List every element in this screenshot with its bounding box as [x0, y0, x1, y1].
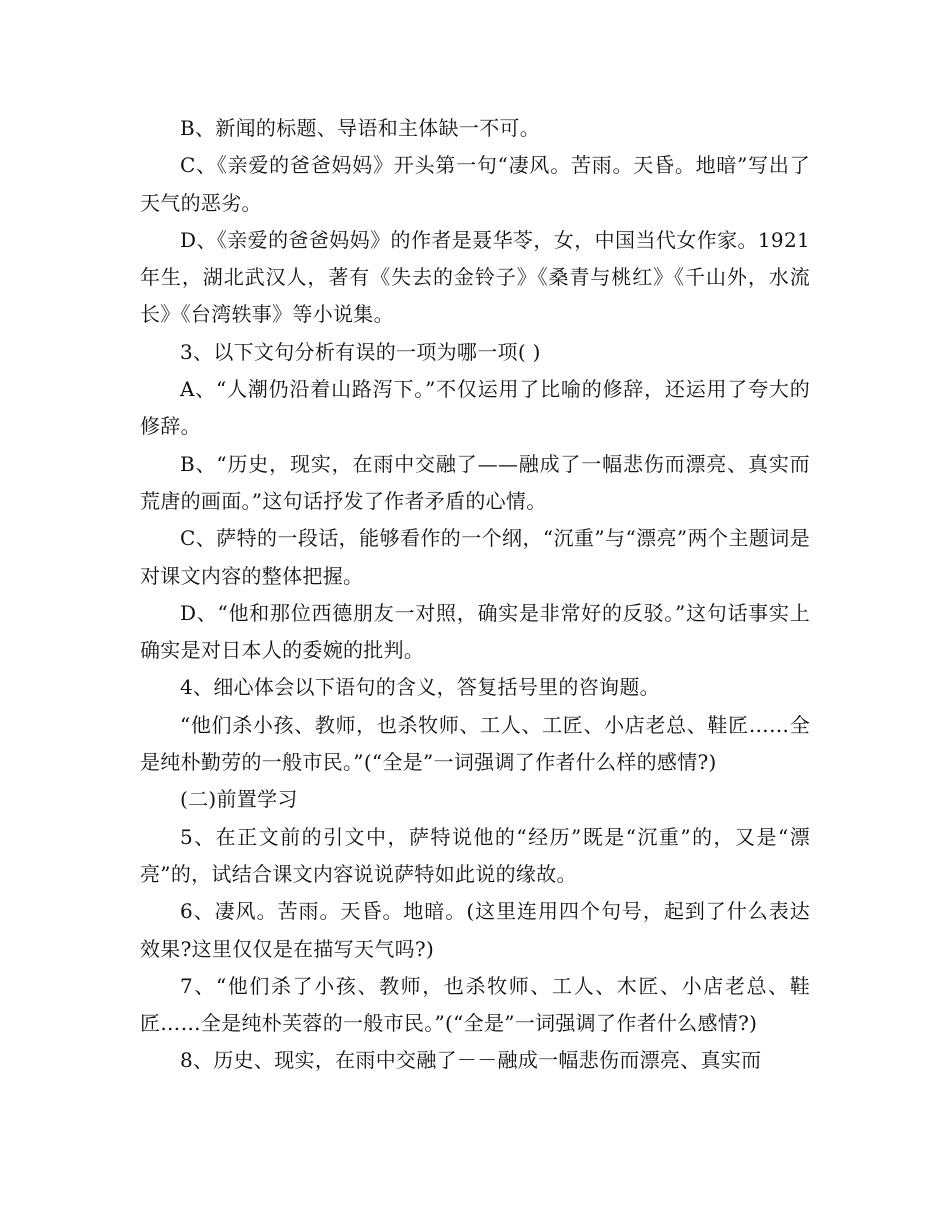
section-heading-preview-study: (二)前置学习 [180, 787, 298, 812]
question-3-option-d: D、“他和那位西德朋友一对照，确实是非常好的反驳。”这句话事实上确实是对日本人的委婉的批判。 [140, 600, 810, 663]
question-4: 4、细心体会以下语句的含义，答复括号里的咨询题。 [180, 675, 660, 700]
question-3-option-a: A、“人潮仍沿着山路泻下。”不仅运用了比喻的修辞，还运用了夸大的修辞。 [140, 377, 810, 439]
question-7: 7、“他们杀了小孩、教师，也杀牧师、工人、木匠、小店老总、鞋匠……全是纯朴芙蓉的一般市民。”(“全是”一词强调了作者什么感情?) [140, 973, 810, 1036]
paragraph-option-d-author: D、《亲爱的爸爸妈妈》的作者是聂华苓，女，中国当代女作家。1921年生，湖北武汉人，著有《失去的金铃子》《桑青与桃红》《千山外，水流长》《台湾轶事》等小说集。 [140, 227, 810, 327]
question-8: 8、历史、现实，在雨中交融了－－融成一幅悲伤而漂亮、真实而 [180, 1048, 762, 1073]
paragraph-option-b-news: B、新闻的标题、导语和主体缺一不可。 [180, 116, 541, 140]
question-3: 3、以下文句分析有误的一项为哪一项( ) [180, 339, 541, 364]
question-3-option-c: C、萨特的一段话，能够看作的一个纲，“沉重”与“漂亮”两个主题词是对课文内容的整体把握。 [140, 526, 810, 588]
question-4-quote: “他们杀小孩、教师，也杀牧师、工人、工匠、小店老总、鞋匠……全是纯朴勤劳的一般市民。”(“全是”一词强调了作者什么样的感情?) [140, 712, 810, 775]
paragraph-option-c-opening: C、《亲爱的爸爸妈妈》开头第一句“凄风。苦雨。天昏。地暗”写出了天气的恶劣。 [140, 153, 810, 215]
question-6: 6、凄风。苦雨。天昏。地暗。(这里连用四个句号，起到了什么表达效果?这里仅仅是在描写天气吗?) [140, 899, 810, 961]
question-5: 5、在正文前的引文中，萨特说他的“经历”既是“沉重”的，又是“漂亮”的，试结合课文内容说说萨特如此说的缘故。 [140, 824, 810, 886]
question-3-option-b: B、“历史，现实，在雨中交融了——融成了一幅悲伤而漂亮、真实而荒唐的画面。”这句话抒发了作者矛盾的心情。 [140, 451, 810, 513]
document-body [140, 110, 810, 1080]
